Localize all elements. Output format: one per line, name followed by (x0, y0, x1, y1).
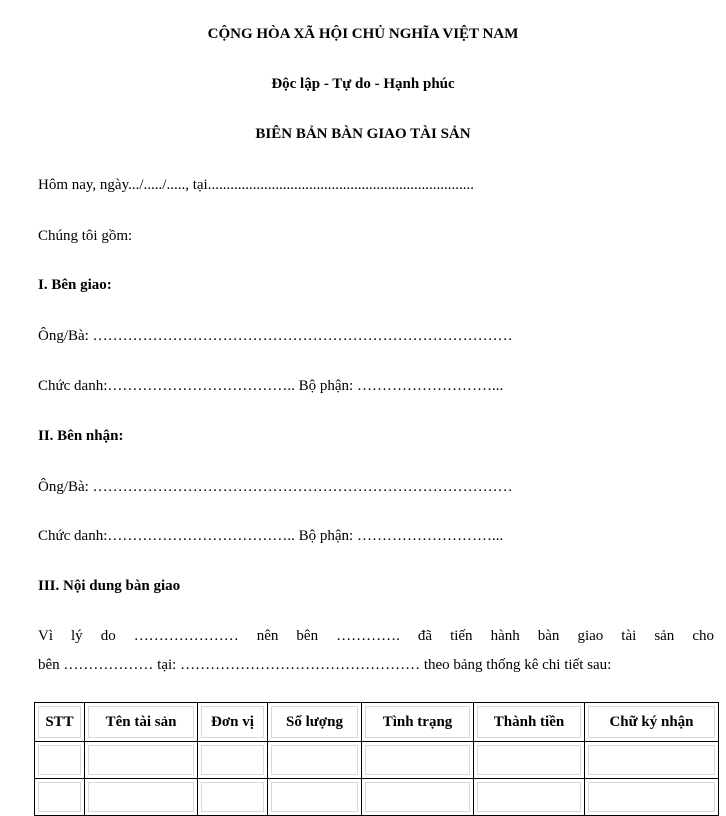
paragraph-word: sản (654, 628, 675, 644)
paragraph-word: nên (256, 628, 279, 644)
table-cell[interactable] (474, 779, 585, 816)
paragraph-word: đã (417, 628, 433, 644)
table-cell-value (477, 745, 581, 775)
table-cell[interactable] (268, 779, 362, 816)
table-cell[interactable] (35, 742, 85, 779)
table-header-label: Chữ ký nhận (588, 706, 715, 738)
republic-heading: CỘNG HÒA XÃ HỘI CHỦ NGHĨA VIỆT NAM (207, 26, 519, 42)
table-header-cell (35, 703, 85, 742)
content-paragraph-line-2 (38, 657, 714, 674)
paragraph-word: giao (577, 628, 604, 644)
table-cell[interactable] (585, 742, 719, 779)
paragraph-word: Vì (38, 628, 53, 644)
giver-heading: I. Bên giao: (38, 277, 112, 293)
table-body (35, 742, 719, 816)
table-cell[interactable] (85, 779, 198, 816)
table-cell[interactable] (474, 742, 585, 779)
table-cell[interactable] (362, 742, 474, 779)
paragraph-word: tài (621, 628, 637, 644)
asset-table (34, 702, 719, 816)
table-cell[interactable] (35, 779, 85, 816)
paragraph-word: ………………… (133, 628, 239, 644)
table-header-label: Tình trạng (365, 706, 470, 738)
table-header-cell (362, 703, 474, 742)
content-paragraph-line-1 (38, 628, 714, 645)
table-cell-value (365, 745, 470, 775)
table-row (35, 779, 719, 816)
table-header-label: Thành tiền (477, 706, 581, 738)
giver-name-line: Ông/Bà: ………………………………………………………………………… (38, 328, 513, 344)
table-cell[interactable] (268, 742, 362, 779)
table-cell-value (588, 782, 715, 812)
table-cell-value (88, 782, 194, 812)
table-cell-value (38, 782, 81, 812)
paragraph-word: do (100, 628, 116, 644)
table-cell[interactable] (198, 742, 268, 779)
paragraph-word: bàn (537, 628, 560, 644)
table-header-cell (585, 703, 719, 742)
receiver-name-line: Ông/Bà: ………………………………………………………………………… (38, 479, 513, 495)
giver-title-line: Chức danh:……………………………….. Bộ phận: ………………………... (38, 378, 504, 394)
receiver-title-line: Chức danh:……………………………….. Bộ phận: ………………………... (38, 528, 504, 544)
paragraph-word: tiến (450, 628, 473, 644)
we-include-line: Chúng tôi gồm: (38, 228, 133, 244)
table-row (35, 742, 719, 779)
date-place-line: Hôm nay, ngày.../...../....., tại....................................................................... (38, 177, 474, 193)
document-title: BIÊN BẢN BÀN GIAO TÀI SẢN (255, 126, 471, 142)
table-header-row (35, 703, 719, 742)
table-header-cell (198, 703, 268, 742)
table-cell[interactable] (585, 779, 719, 816)
table-cell-value (88, 745, 194, 775)
paragraph-word: hành (490, 628, 520, 644)
content-heading: III. Nội dung bàn giao (38, 578, 181, 594)
table-cell-value (201, 745, 264, 775)
table-cell[interactable] (198, 779, 268, 816)
table-cell-value (271, 745, 358, 775)
paragraph-word: cho (692, 628, 714, 644)
table-cell[interactable] (362, 779, 474, 816)
paragraph-word: …………. (336, 628, 400, 644)
table-cell-value (477, 782, 581, 812)
table-header-cell (268, 703, 362, 742)
table-cell-value (588, 745, 715, 775)
table-header-cell (85, 703, 198, 742)
receiver-heading: II. Bên nhận: (38, 428, 124, 444)
table-header-label: STT (38, 706, 81, 738)
table-header-cell (474, 703, 585, 742)
paragraph-word: lý (71, 628, 83, 644)
table-cell-value (271, 782, 358, 812)
table-cell-value (365, 782, 470, 812)
paragraph-word: bên (296, 628, 319, 644)
table-cell[interactable] (85, 742, 198, 779)
table-header-label: Tên tài sản (88, 706, 194, 738)
table-header-label: Đơn vị (201, 706, 264, 738)
table-cell-value (38, 745, 81, 775)
table-header-label: Số lượng (271, 706, 358, 738)
table-cell-value (201, 782, 264, 812)
content-paragraph-text: bên ……………… tại: ………………………………………… theo bảng thống kê chi tiết sau: (38, 657, 612, 673)
motto-heading: Độc lập - Tự do - Hạnh phúc (271, 76, 455, 92)
